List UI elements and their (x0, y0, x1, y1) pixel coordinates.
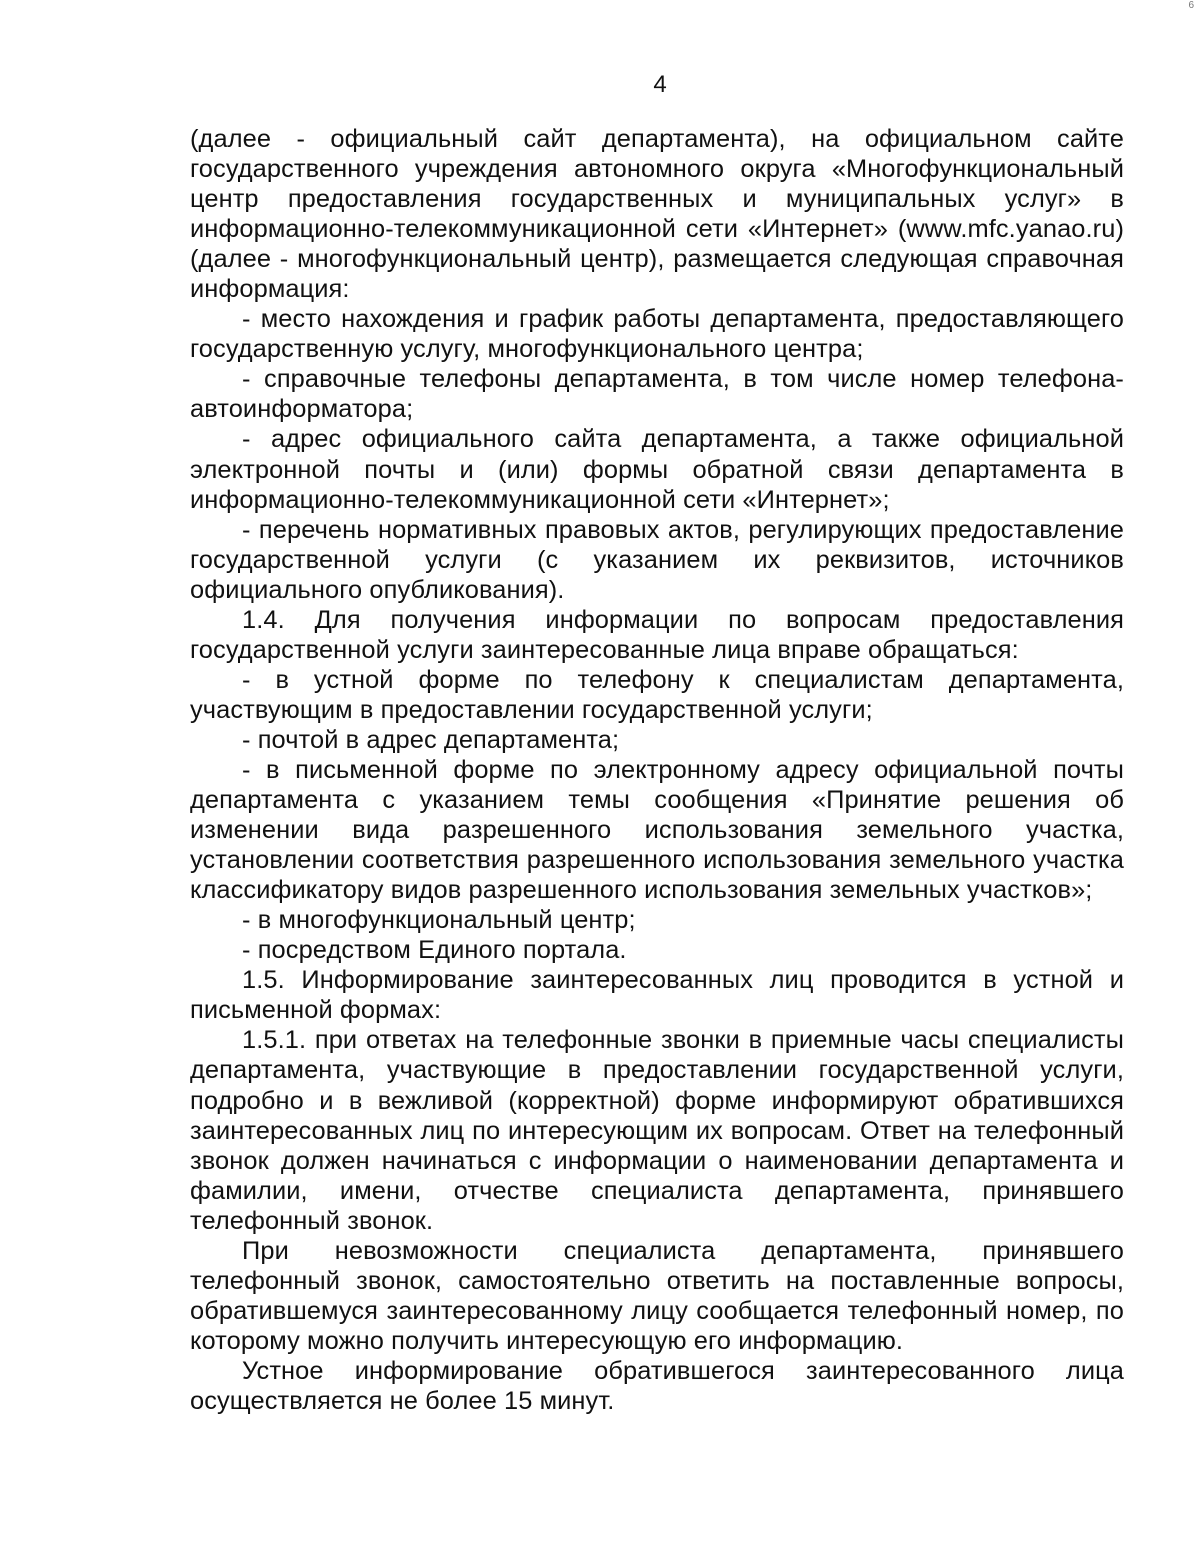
paragraph: Устное информирование обратившегося заинтересованного лица осуществляется не более 15 минут. (190, 1356, 1124, 1415)
document-body (190, 124, 1124, 1416)
list-item: - в устной форме по телефону к специалистам департамента, участвующим в предоставлении государственной услуги; (190, 665, 1124, 724)
list-item: - адрес официального сайта департамента, а также официальной электронной почты и (или) формы обратной связи департамента в информационно-телекоммуникационной сети «Интернет»; (190, 425, 1124, 514)
list-item: - в многофункциональный центр; (242, 906, 636, 935)
list-item: - место нахождения и график работы департамента, предоставляющего государственную услугу, многофункционального центра; (190, 305, 1124, 364)
list-item: - почтой в адрес департамента; (242, 725, 620, 754)
page-number: 4 (653, 71, 667, 98)
list-item: - в письменной форме по электронному адресу официальной почты департамента с указанием темы сообщения «Принятие решения об изменении вида разрешенного использования земельного участка, установлении соответствия разрешенного использования земельного участка классификатору видов разрешенного использования земельных участков»; (190, 755, 1124, 905)
list-item: - посредством Единого портала. (242, 936, 627, 965)
paragraph: При невозможности специалиста департамента, принявшего телефонный звонок, самостоятельно ответить на поставленные вопросы, обратившемуся заинтересованному лицу сообщается телефонный номер, по которому можно получить интересующую его информацию. (190, 1236, 1124, 1355)
section-paragraph: 1.4. Для получения информации по вопросам предоставления государственной услуги заинтересованные лица вправе обращаться: (190, 605, 1124, 664)
section-paragraph: 1.5.1. при ответах на телефонные звонки в приемные часы специалисты департамента, участвующие в предоставлении государственной услуги, подробно и в вежливой (корректной) форме информируют обратившихся заинтересованных лиц по интересующим их вопросам. Ответ на телефонный звонок должен начинаться с информации о наименовании департамента и фамилии, имени, отчестве специалиста департамента, принявшего телефонный звонок. (190, 1026, 1124, 1235)
list-item: - перечень нормативных правовых актов, регулирующих предоставление государственной услуги (с указанием их реквизитов, источников официального опубликования). (190, 515, 1124, 604)
section-paragraph: 1.5. Информирование заинтересованных лиц проводится в устной и письменной формах: (190, 966, 1124, 1025)
list-item: - справочные телефоны департамента, в том числе номер телефона-автоинформатора; (190, 365, 1124, 424)
corner-mark: 6 (1188, 0, 1194, 11)
paragraph: (далее - официальный сайт департамента), на официальном сайте государственного учреждения автономного округа «Многофункциональный центр предоставления государственных и муниципальных услуг» в информационно-телекоммуникационной сети «Интернет» (www.mfc.yanao.ru) (далее - многофункциональный центр), размещается следующая справочная информация: (190, 125, 1124, 304)
